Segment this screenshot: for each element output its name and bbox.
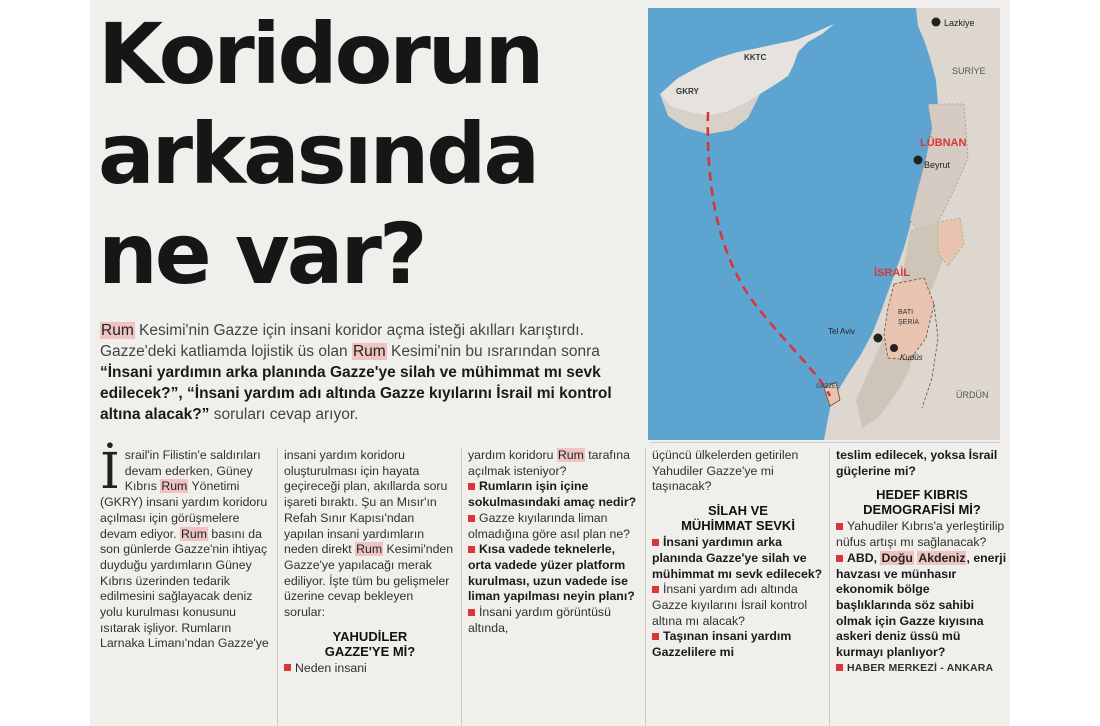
subheading: YAHUDİLER GAZZE'YE Mİ? (324, 628, 416, 659)
bullet-square-icon (468, 546, 475, 553)
question: Yahudiler Kıbrıs'a yerleştirilip nüfus artışı mı sağlanacak? (836, 519, 1005, 550)
city-marker-kudus (890, 344, 898, 352)
bullet-square-icon (836, 664, 843, 671)
paragraph: İsrail'in Filistin'e saldırıları devam ederken, Güney Kıbrıs Rum Yönetimi (GKRY) insani yardım koridoru açılması için görüşmelere devam ediyor. Rum basını da son günlerde Gazze'nin ihtiyaç duyduğu yardımların Güney Kıbrıs üzerinden tedarik edilmesini sağlayacak deniz yolu kurulması konusunu ısıtarak işliyor. Rumların Larnaka Limanı'ndan Gazze'ye (100, 442, 269, 651)
bullet-square-icon (652, 586, 659, 593)
lede-text: Kesimi'nin Gazze için insani koridor açma isteği akılları karıştırdı. Gazze'deki katliamda lojistik üs olan (100, 322, 584, 360)
highlight-rum: Rum (101, 322, 134, 339)
headline-line: arkasında (98, 105, 538, 203)
bullet-square-icon (284, 664, 291, 671)
subheading: SİLAH VE MÜHİMMAT SEVKİ (681, 503, 795, 534)
city-marker-beyrut (914, 156, 923, 165)
highlight-rum: Rum (356, 542, 383, 557)
bullet-square-icon (652, 633, 659, 640)
map-label-tel-aviv: Tel Aviv (828, 327, 855, 336)
highlight-akdeniz: Akdeniz (918, 550, 966, 565)
paragraph: yardım koridoru Rum tarafına açılmak isteniyor? (468, 448, 630, 478)
bullet-square-icon (468, 609, 475, 616)
question: Rumların işin içine sokulmasındaki amaç nedir? (468, 479, 637, 510)
question: İnsani yardım görüntüsü altında, (468, 605, 611, 635)
map-label-urdun: ÜRDÜN (956, 390, 989, 400)
article-column-2 (284, 448, 456, 676)
highlight-dogu: Doğu (881, 550, 913, 565)
bullet-square-icon (468, 483, 475, 490)
map-label-lazkiye: Lazkiye (944, 18, 975, 28)
headline-line: Koridorun (98, 5, 542, 103)
highlight-rum: Rum (352, 343, 386, 360)
lede-tail: soruları cevap arıyor. (209, 406, 359, 423)
highlight-rum: Rum (161, 479, 188, 494)
question: ABD, Doğu Akdeniz, enerji havzası ve münhasır ekonomik bölge başlıklarında söz sahibi olmak için Gazze kıyısına askeri deniz üssü mü kurmayı planlıyor? (836, 550, 1007, 660)
map-label-seria: ŞERİA (898, 319, 920, 326)
lede-text: Kesimi'nin bu ısrarından sonra (386, 343, 600, 360)
map-label-suriye: SURİYE (952, 66, 986, 76)
map-label-bati: BATI (898, 309, 914, 316)
question: Neden insani (284, 661, 456, 677)
article-column-4 (652, 448, 824, 661)
map-label-beyrut: Beyrut (924, 160, 951, 170)
bullet-square-icon (836, 555, 843, 562)
map-label-gkry: GKRY (676, 87, 699, 96)
bullet-square-icon (836, 523, 843, 530)
drop-cap: İ (100, 442, 120, 500)
lede-paragraph (100, 320, 640, 425)
highlight-rum: Rum (180, 526, 207, 541)
column-rule (277, 448, 278, 726)
question: İnsani yardımın arka planında Gazze'ye silah ve mühimmat mı sevk edilecek? (652, 535, 823, 581)
question: Kısa vadede teknelerle, orta vadede yüzer platform kurulması, uzun vadede ise liman yapılması neyin planı? (468, 542, 635, 604)
map-label-lubnan: LÜBNAN (920, 137, 967, 149)
headline (98, 4, 638, 304)
newspaper-page (90, 0, 1010, 726)
bullet-square-icon (468, 515, 475, 522)
byline: HABER MERKEZİ - ANKARA (836, 661, 1008, 677)
question: Taşınan insani yardım Gazzelilere mi (652, 629, 792, 660)
question: Gazze kıyılarında liman olmadığına göre asıl plan ne? (468, 510, 631, 541)
city-marker-tel-aviv (874, 334, 883, 343)
article-column-1 (100, 442, 272, 652)
column-rule (645, 448, 646, 726)
map-label-israil: İSRAİL (874, 267, 911, 279)
eastern-mediterranean-map (648, 8, 1000, 440)
article-column-5 (836, 448, 1008, 676)
divider (650, 442, 1000, 443)
paragraph: teslim edilecek, yoksa İsrail güçlerine mi? (836, 448, 998, 478)
bullet-square-icon (652, 539, 659, 546)
column-rule (829, 448, 830, 726)
paragraph: üçüncü ülkelerden getirilen Yahudiler Gazze'ye mi taşınacak? (652, 448, 799, 494)
question: İnsani yardım adı altında Gazze kıyılarını İsrail kontrol altına mı alacak? (652, 582, 808, 628)
column-rule (461, 448, 462, 726)
map-label-gazze: GAZZE (816, 384, 837, 390)
city-marker-lazkiye (932, 18, 941, 27)
headline-line: ne var? (98, 205, 425, 303)
lede-questions: “İnsani yardımın arka planında Gazze'ye silah ve mühimmat mı sevk edilecek?”, “İnsani yardım adı altında Gazze kıyılarını İsrail mi kontrol altına alacak?” (100, 364, 612, 423)
map-label-kktc: KKTC (744, 53, 767, 62)
article-column-3 (468, 448, 640, 636)
paragraph: insani yardım koridoru oluşturulması için hayata geçireceği plan, akıllarda soru işareti bıraktı. Şu an Mısır'ın Refah Sınır Kapısı'ndan yapılan insani yardımların neden direkt Rum Kesimi'nden Gazze'ye yapılacağı merak ediliyor. İşte tüm bu gelişmeler üzerine cevap bekleyen sorular: (284, 448, 454, 620)
highlight-rum: Rum (557, 448, 584, 462)
map-label-kudus: Kudüs (900, 353, 923, 362)
subheading: HEDEF KIBRIS DEMOGRAFİSİ Mİ? (863, 487, 981, 518)
